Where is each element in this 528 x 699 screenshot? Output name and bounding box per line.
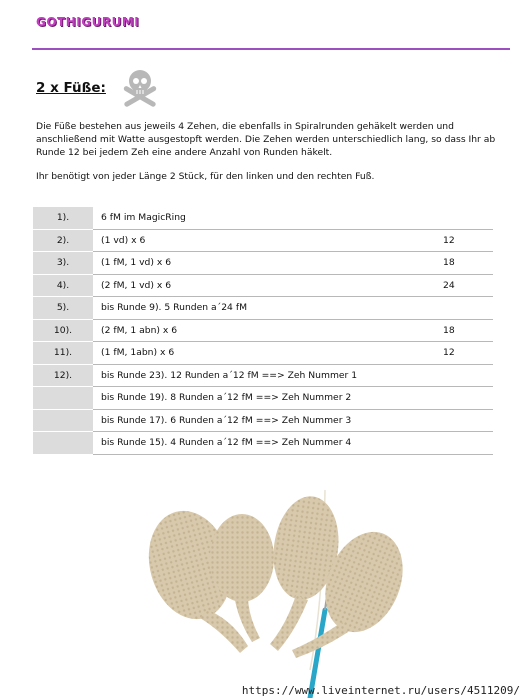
table-row bbox=[33, 319, 493, 342]
round-number: 5). bbox=[33, 297, 93, 320]
round-instruction: 6 fM im MagicRing bbox=[93, 207, 443, 229]
table-row bbox=[33, 252, 493, 275]
round-number: 10). bbox=[33, 319, 93, 342]
table-row bbox=[33, 387, 493, 410]
round-number bbox=[33, 432, 93, 455]
round-number: 11). bbox=[33, 342, 93, 365]
intro-paragraph: Die Füße bestehen aus jeweils 4 Zehen, die ebenfalls in Spiralrunden gehäkelt werden und anschließend mit Watte ausgestopft werden. Die Zehen werden unterschiedlich lang, so dass Ihr ab Runde 12 bei jedem Zeh eine andere Anzahl von Runden häkelt. bbox=[36, 121, 496, 158]
table-row bbox=[33, 207, 493, 229]
header-divider bbox=[32, 48, 510, 50]
stitch-count: 18 bbox=[443, 319, 493, 342]
round-instruction: bis Runde 19). 8 Runden a´12 fM ==> Zeh Nummer 2 bbox=[93, 387, 443, 410]
round-instruction: bis Runde 23). 12 Runden a´12 fM ==> Zeh Nummer 1 bbox=[93, 364, 443, 387]
stitch-count bbox=[443, 207, 493, 229]
stitch-count: 24 bbox=[443, 274, 493, 297]
crochet-toes-photo bbox=[120, 470, 420, 698]
stitch-count: 18 bbox=[443, 252, 493, 275]
round-instruction: (2 fM, 1 vd) x 6 bbox=[93, 274, 443, 297]
round-instruction: (2 fM, 1 abn) x 6 bbox=[93, 319, 443, 342]
stitch-count bbox=[443, 432, 493, 455]
round-number bbox=[33, 387, 93, 410]
intro-paragraph-note: Ihr benötigt von jeder Länge 2 Stück, für den linken und den rechten Fuß. bbox=[36, 171, 375, 182]
round-number: 2). bbox=[33, 229, 93, 252]
table-row bbox=[33, 297, 493, 320]
round-number: 1). bbox=[33, 207, 93, 229]
stitch-count bbox=[443, 409, 493, 432]
round-number: 3). bbox=[33, 252, 93, 275]
round-instruction: (1 vd) x 6 bbox=[93, 229, 443, 252]
stitch-count bbox=[443, 387, 493, 410]
table-row bbox=[33, 274, 493, 297]
stitch-count: 12 bbox=[443, 342, 493, 365]
section-title: 2 x Füße: bbox=[36, 80, 106, 96]
stitch-count: 12 bbox=[443, 229, 493, 252]
round-instruction: bis Runde 15). 4 Runden a´12 fM ==> Zeh Nummer 4 bbox=[93, 432, 443, 455]
skull-crossbones-icon bbox=[118, 66, 162, 110]
table-row bbox=[33, 229, 493, 252]
table-row bbox=[33, 364, 493, 387]
stitch-count bbox=[443, 297, 493, 320]
round-instruction: bis Runde 17). 6 Runden a´12 fM ==> Zeh Nummer 3 bbox=[93, 409, 443, 432]
round-number bbox=[33, 409, 93, 432]
logo: GOTHIGURUMI bbox=[36, 15, 140, 29]
table-row bbox=[33, 342, 493, 365]
pattern-table bbox=[33, 207, 493, 455]
table-row bbox=[33, 432, 493, 455]
round-instruction: (1 fM, 1abn) x 6 bbox=[93, 342, 443, 365]
round-instruction: bis Runde 9). 5 Runden a´24 fM bbox=[93, 297, 443, 320]
table-row bbox=[33, 409, 493, 432]
watermark-url: https://www.liveinternet.ru/users/4511209/ bbox=[241, 684, 520, 697]
stitch-count bbox=[443, 364, 493, 387]
round-number: 4). bbox=[33, 274, 93, 297]
round-number: 12). bbox=[33, 364, 93, 387]
round-instruction: (1 fM, 1 vd) x 6 bbox=[93, 252, 443, 275]
